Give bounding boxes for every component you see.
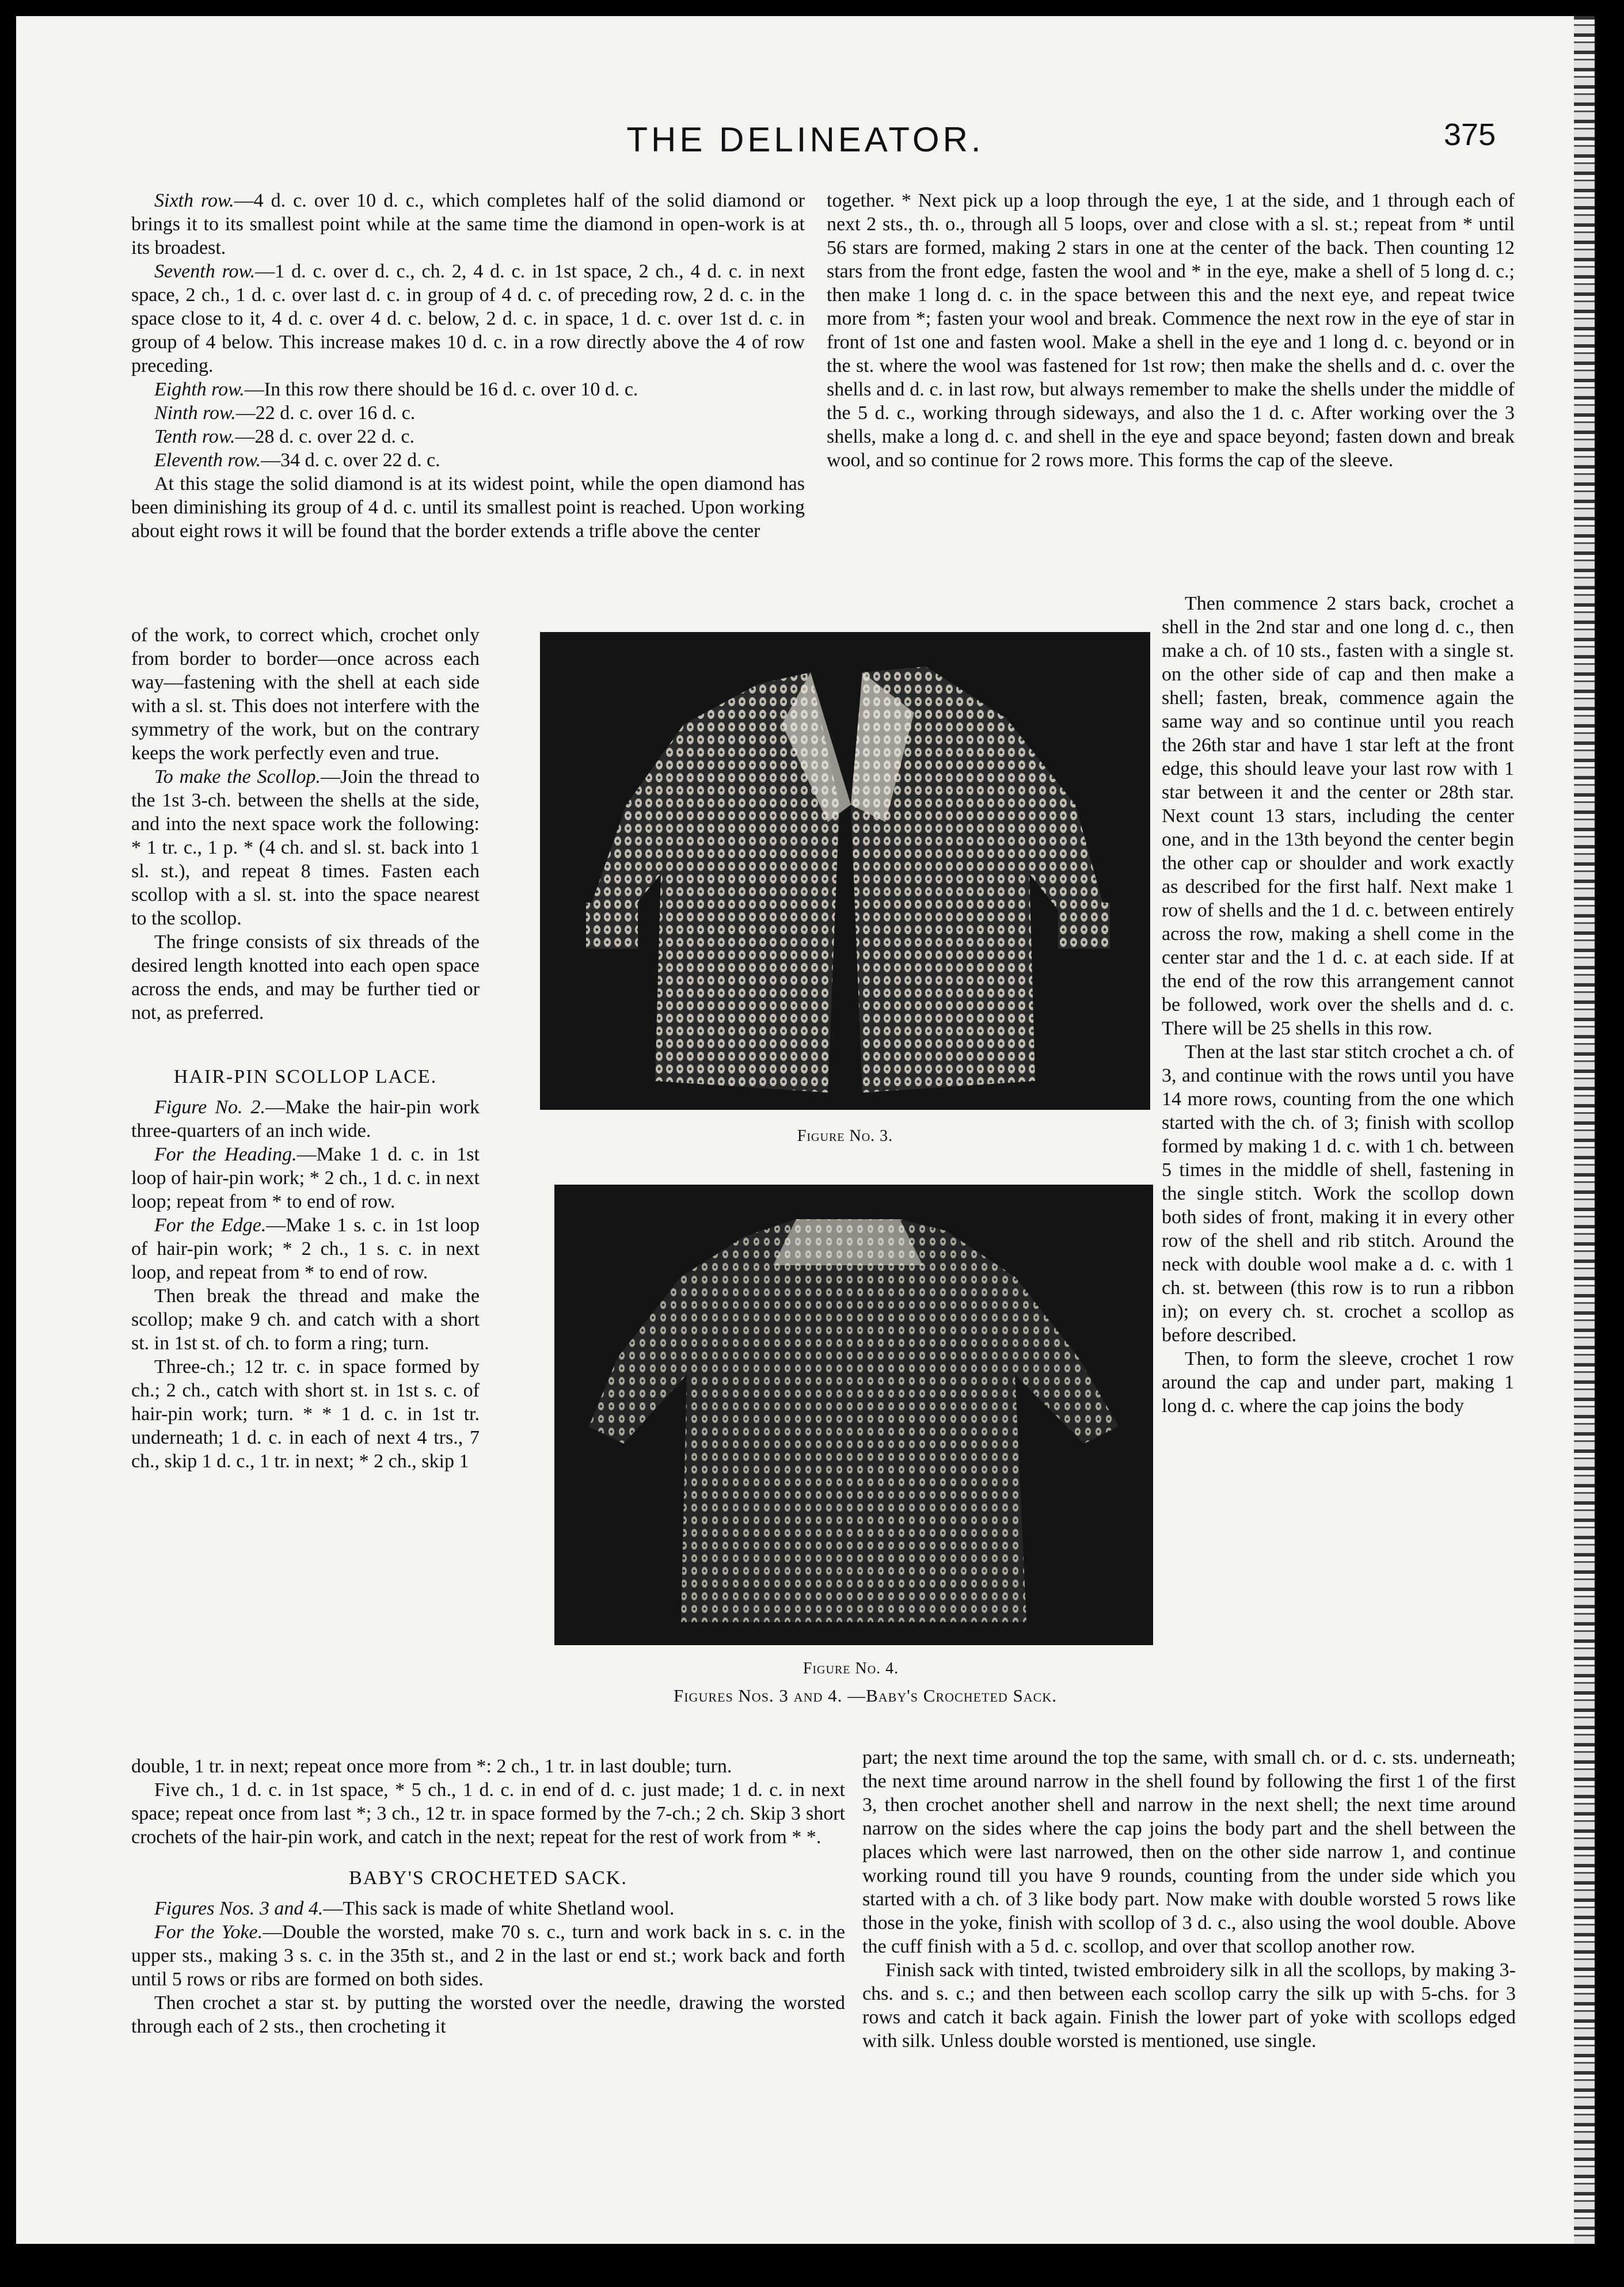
paragraph-text: double, 1 tr. in next; repeat once more from *: 2 ch., 1 tr. in last double; turn.	[131, 1756, 732, 1777]
paragraph-list	[131, 1095, 480, 1473]
paragraph-text: —Make 1 s. c. in 1st loop of hair-pin work; * 2 ch., 1 s. c. in next loop, and repeat from * to end of row.	[131, 1215, 480, 1283]
paragraph	[131, 1991, 845, 2038]
figure-3-caption: Figure No. 3.	[797, 1127, 893, 1145]
paragraph	[131, 1355, 480, 1473]
paragraph	[131, 1755, 845, 1778]
paragraph	[131, 1897, 845, 1920]
paragraph-label: For the Edge.	[154, 1215, 267, 1236]
paragraph-label: For the Yoke.	[154, 1921, 263, 1943]
paragraph-text: —1 d. c. over d. c., ch. 2, 4 d. c. in 1st space, 2 ch., 4 d. c. in next space, 2 ch., 1 d. c. over last d. c. in group of 4 d. c. of preceding row, 2 d. c. in the space close to it, 4 d. c. over 4 d. c. below, 2 d. c. in space, 1 d. c. over 1st d. c. in group of 4 below. This increase makes 10 d. c. in a row directly above the 4 of row preceding.	[131, 261, 805, 376]
paragraph-list	[131, 623, 480, 1025]
paragraph: Finish sack with tinted, twisted embroidery silk in all the scollops, by making 3-chs. and s. c.; and then between each scollop carry the silk up with 5-chs. for 3 rows and catch it back again. Finish the lower part of yoke with scollops edged with silk. Unless double worsted is mentioned, use single.	[862, 1959, 1516, 2052]
paragraph: together. * Next pick up a loop through the eye, 1 at the side, and 1 through each of next 2 sts., th. o., through all 5 loops, over and close with a sl. st.; repeat from * until 56 stars are formed, making 2 stars in one at the center of the back. Then counting 12 stars from the front edge, fasten the wool and * in the eye, make a shell of 5 long d. c.; then make 1 long d. c. in the space between this and the next eye, and repeat twice more from *; fasten your wool and break. Commence the next row in the eye of star in front of 1st one and fasten wool. Make a shell in the eye and 1 long d. c. beyond or in the st. where the wool was fastened for 1st row; then make the shells and d. c. over the shells and d. c. in last row, but always remember to make the shells under the middle of the 5 d. c., working through sideways, and also the 1 d. c. After working over the 3 shells, make a long d. c. and shell in the eye and space beyond; fasten down and break wool, and so continue for 2 rows more. This forms the cap of the sleeve.	[827, 190, 1515, 471]
paragraph	[131, 765, 480, 930]
paragraph-label: For the Heading.	[154, 1144, 297, 1165]
paragraph-text: —This sack is made of white Shetland wool.	[323, 1898, 675, 1919]
right-column-top	[827, 189, 1515, 472]
paragraph-text: Three-ch.; 12 tr. c. in space formed by ch.; 2 ch., catch with short st. in 1st s. c. of hair-pin work; turn. * * 1 d. c. in 1st tr. underneath; 1 d. c. in each of next 4 trs., 7 ch., skip 1 d. c., 1 tr. in next; * 2 ch., skip 1	[131, 1356, 480, 1472]
section-title-hairpin: HAIR-PIN SCOLLOP LACE.	[173, 1066, 438, 1087]
paragraph	[131, 1213, 480, 1284]
paragraph-list	[862, 1746, 1516, 2053]
paragraph	[131, 1778, 845, 1849]
paragraph-label: Seventh row.	[154, 261, 256, 282]
paragraph-label: Figure No. 2.	[154, 1097, 266, 1118]
paragraph-text: —4 d. c. over 10 d. c., which completes half of the solid diamond or brings it to its smallest point while at the same time the diamond in open-work is at its broadest.	[131, 190, 805, 258]
section-title-baby-sack: BABY'S CROCHETED SACK.	[349, 1867, 627, 1889]
figure-4-photo	[554, 1185, 1153, 1645]
right-column-narrow	[1162, 592, 1514, 1418]
paragraph	[131, 1920, 845, 1991]
paragraph-label: Figures Nos. 3 and 4.	[154, 1898, 324, 1919]
paragraph-text: At this stage the solid diamond is at its widest point, while the open diamond has been diminishing its group of 4 d. c. until its smallest point is reached. Upon working about eight rows it will be found that the border extends a trifle above the center	[131, 473, 805, 542]
paragraph	[131, 401, 805, 425]
paragraph-label: To make the Scollop.	[154, 766, 321, 787]
paragraph-text: —34 d. c. over 22 d. c.	[261, 450, 440, 471]
paragraph	[131, 260, 805, 378]
paragraph-list	[131, 1897, 845, 2038]
paragraph-list	[131, 189, 805, 543]
paragraph	[131, 425, 805, 448]
paragraph	[131, 1095, 480, 1143]
figure-3-photo	[540, 632, 1150, 1110]
paragraph-text: Five ch., 1 d. c. in 1st space, * 5 ch., 1 d. c. in end of d. c. just made; 1 d. c. in next space; repeat once from last *; 3 ch., 12 tr. in space formed by the 7-ch.; 2 ch. Skip 3 short crochets of the hair-pin work, and catch in the next; repeat for the rest of work from * *.	[131, 1779, 845, 1848]
right-column-bottom	[862, 1746, 1516, 2053]
paragraph: Then, to form the sleeve, crochet 1 row around the cap and under part, making 1 long d. c. where the cap joins the body	[1162, 1348, 1514, 1417]
left-column-top	[131, 189, 805, 543]
paragraph-text: —Make the hair-pin work three-quarters of an inch wide.	[131, 1097, 480, 1141]
paragraph-label: Eighth row.	[154, 379, 245, 400]
paragraph-text: Then break the thread and make the scollop; make 9 ch. and catch with a short st. in 1st st. of ch. to form a ring; turn.	[131, 1285, 480, 1354]
paragraph	[131, 1284, 480, 1355]
paragraph	[131, 448, 805, 472]
scan-edge	[1574, 16, 1595, 2244]
paragraph-list	[1162, 592, 1514, 1418]
paragraph: Then at the last star stitch crochet a ch. of 3, and continue with the rows until you have 14 more rows, counting from the one which started with the ch. of 3; finish with scollop formed by making 1 d. c. with 1 ch. between 5 times in the middle of shell, fastening in the single stitch. Work the scollop down both sides of front, making it in every other row of the shell and rib stitch. Around the neck with double wool make a d. c. with 1 ch. st. between (this row is to run a ribbon in); on every ch. st. crochet a scollop as before described.	[1162, 1041, 1514, 1346]
left-column-narrow	[131, 623, 480, 1473]
paragraph-text: Then crochet a star st. by putting the worsted over the needle, drawing the worsted through each of 2 sts., then crocheting it	[131, 1992, 845, 2037]
paragraph	[131, 472, 805, 543]
paragraph-label: Sixth row.	[154, 190, 234, 211]
paragraph-text: —22 d. c. over 16 d. c.	[235, 402, 416, 424]
paragraph-text: of the work, to correct which, crochet only from border to border—once across each way—fastening with the shell at each side with a sl. st. This does not interfere with the symmetry of the work, but on the contrary keeps the work perfectly even and true.	[131, 625, 480, 764]
figure-4-caption: Figure No. 4.	[803, 1660, 899, 1677]
paragraph-label: Tenth row.	[154, 426, 235, 447]
garment-illustration	[540, 632, 1150, 1110]
paragraph-label: Eleventh row.	[154, 450, 261, 471]
left-column-bottom	[131, 1755, 845, 2038]
paragraph-text: The fringe consists of six threads of the desired length knotted into each open space across the ends, and may be further tied or not, as preferred.	[131, 931, 480, 1023]
paragraph	[131, 930, 480, 1025]
paragraph-label: Ninth row.	[154, 402, 236, 424]
paragraph-text: —In this row there should be 16 d. c. over 10 d. c.	[244, 379, 638, 400]
paragraph-text: —28 d. c. over 22 d. c.	[235, 426, 415, 447]
paragraph: part; the next time around the top the same, with small ch. or d. c. sts. underneath; the next time around narrow in the shell found by following the first 1 of the first 3, then crochet another shell and narrow in the next shell; the next time around narrow on the sides where the cap joins the body part and the shell between the places which were last narrowed, then on the other side narrow 1, and continue working round till you have 9 rounds, counting from the under side which you started with a ch. of 3 like body part. Now make with double worsted 5 rows like those in the yoke, finish with scollop of 3 d. c., also using the wool double. Above the cuff finish with a 5 d. c. scollop, and over that scollop another row.	[862, 1747, 1516, 1957]
paragraph-text: —Double the worsted, make 70 s. c., turn and work back in s. c. in the upper sts., making 3 s. c. in the 35th st., and 2 in the last or end st.; work back and forth until 5 rows or ribs are formed on both sides.	[131, 1921, 845, 1990]
figures-shared-caption: Figures Nos. 3 and 4. —Baby's Crocheted Sack.	[673, 1685, 1057, 1706]
paragraph: Then commence 2 stars back, crochet a shell in the 2nd star and one long d. c., then make a ch. of 10 sts., fasten with a single st. on the other side of cap and then make a shell; fasten, break, commence again the same way and so continue until you reach the 26th star and have 1 star left at the front edge, this should leave your last row with 1 star between it and the center or 28th star. Next count 13 stars, including the center one, and in the 13th beyond the center begin the other cap or shoulder and work exactly as described for the first half. Next make 1 row of shells and the 1 d. c. between entirely across the row, making a shell come in the center star and the 1 d. c. at each side. If at the end of the row this arrangement cannot be followed, work over the shells and d. c. There will be 25 shells in this row.	[1162, 593, 1514, 1039]
paragraph	[131, 623, 480, 765]
paragraph	[131, 189, 805, 260]
document-page	[16, 16, 1595, 2244]
paragraph	[131, 1143, 480, 1213]
paragraph-text: —Make 1 d. c. in 1st loop of hair-pin work; * 2 ch., 1 d. c. in next loop; repeat from * to end of row.	[131, 1144, 480, 1212]
paragraph-text: —Join the thread to the 1st 3-ch. between the shells at the side, and into the next space work the following: * 1 tr. c., 1 p. * (4 ch. and sl. st. back into 1 sl. st.), and repeat 8 times. Fasten each scollop with a sl. st. into the space nearest to the scollop.	[131, 766, 480, 929]
page-number: 375	[1444, 117, 1496, 152]
paragraph	[131, 378, 805, 401]
garment-illustration	[554, 1185, 1153, 1645]
publication-title: THE DELINEATOR.	[626, 120, 984, 159]
paragraph-list	[131, 1755, 845, 1849]
